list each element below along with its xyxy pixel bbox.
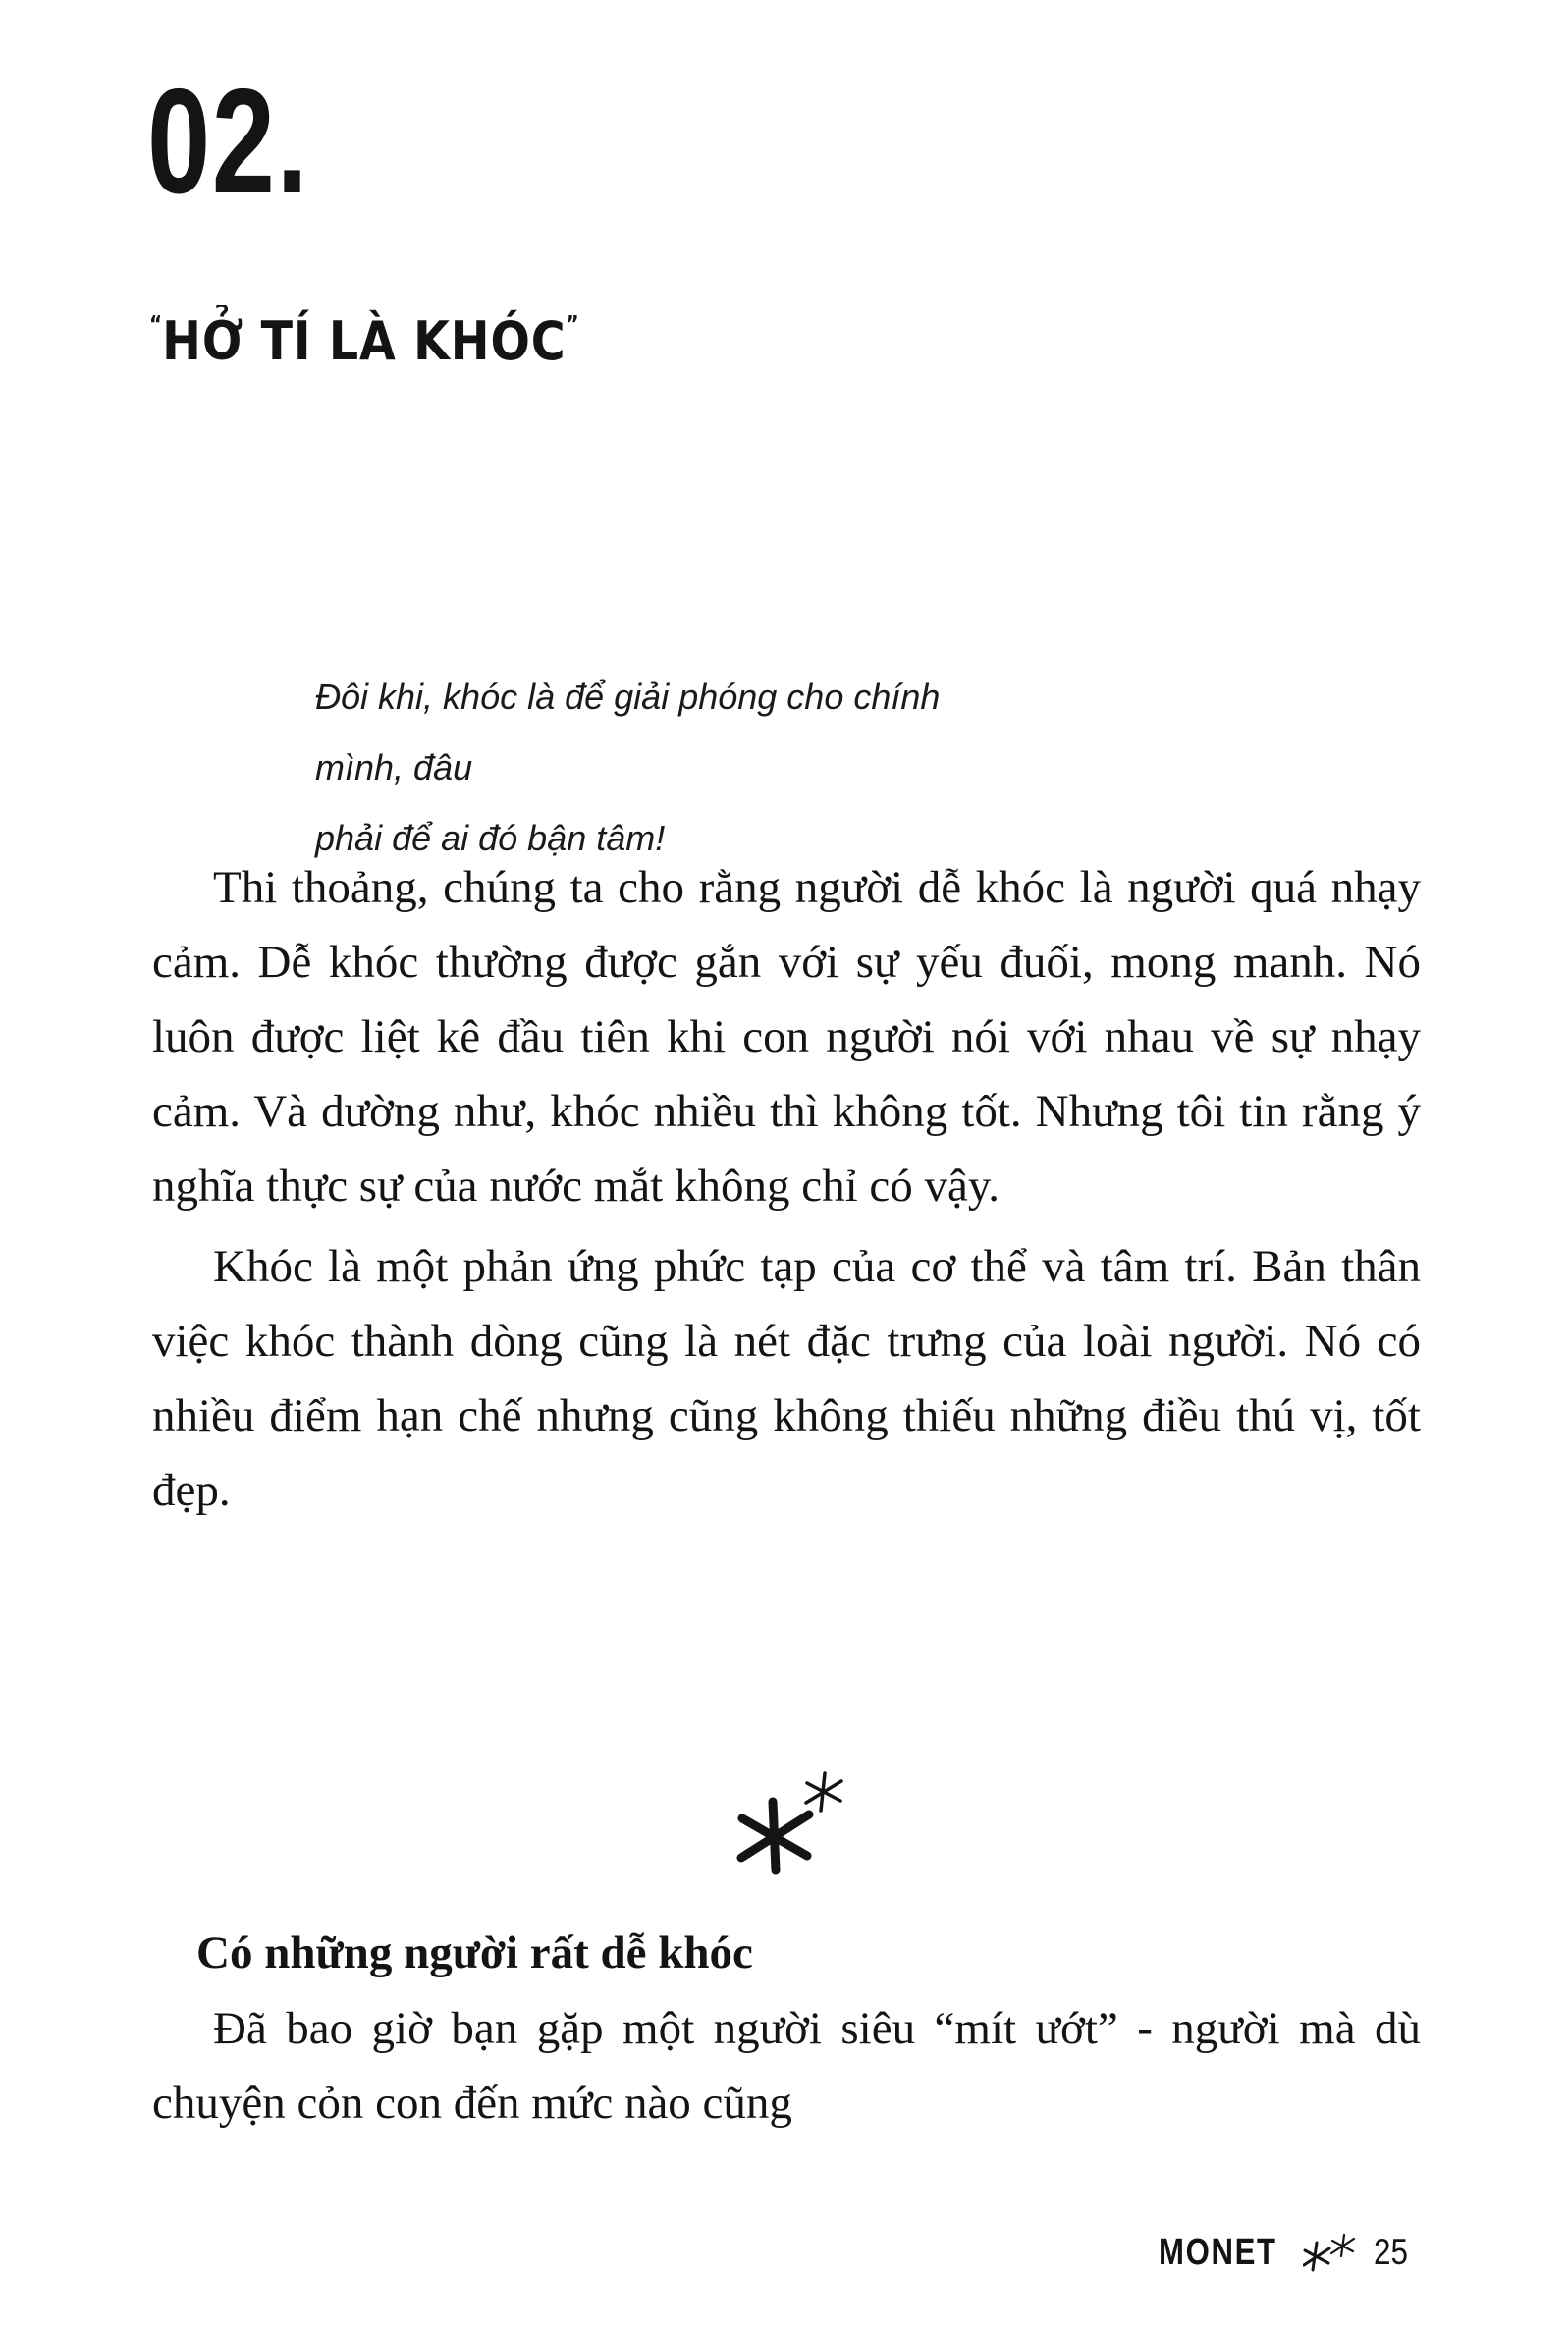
section-heading: Có những người rất dễ khóc xyxy=(196,1927,753,1978)
chapter-number: 02. xyxy=(147,58,310,225)
paragraph-2: Khóc là một phản ứng phức tạp của cơ thể và tâm trí. Bản thân việc khóc thành dòng cũng là nét đặc trưng của loài người. Nó có nhiều điểm hạn chế nhưng cũng không thiếu những điều thú vị, tốt đẹp. xyxy=(152,1241,1421,1516)
footer-brand: MONET xyxy=(1159,2231,1277,2273)
paragraph-3: Đã bao giờ bạn gặp một người siêu “mít ướt” - người mà dù chuyện cỏn con đến mức nào cũng xyxy=(152,2003,1421,2129)
paragraph-1: Thi thoảng, chúng ta cho rằng người dễ khóc là người quá nhạy cảm. Dễ khóc thường được gắn với sự yếu đuối, mong manh. Nó luôn được liệt kê đầu tiên khi con người nói với nhau về sự nhạy cảm. Và dường như, khóc nhiều thì không tốt. Nhưng tôi tin rằng ý nghĩa thực sự của nước mắt không chỉ có vậy. xyxy=(152,862,1421,1212)
body-text xyxy=(152,850,1421,1534)
chapter-title-text: HỞ TÍ LÀ KHÓC xyxy=(162,310,567,372)
epigraph-line-1: Đôi khi, khóc là để giải phóng cho chính mình, đâu xyxy=(315,677,941,787)
section-text xyxy=(152,1991,1421,2146)
epigraph-quote xyxy=(315,662,983,874)
title-close-quote: ” xyxy=(566,312,579,338)
title-open-quote: “ xyxy=(149,312,163,338)
footer-page-number: 25 xyxy=(1374,2232,1409,2272)
asterisk-decoration-icon xyxy=(727,1767,854,1905)
page-footer xyxy=(1159,2231,1414,2274)
epigraph-line-2: phải để ai đó bận tâm! xyxy=(315,818,666,858)
chapter-title xyxy=(149,310,579,372)
footer-asterisks-icon xyxy=(1303,2231,1360,2274)
